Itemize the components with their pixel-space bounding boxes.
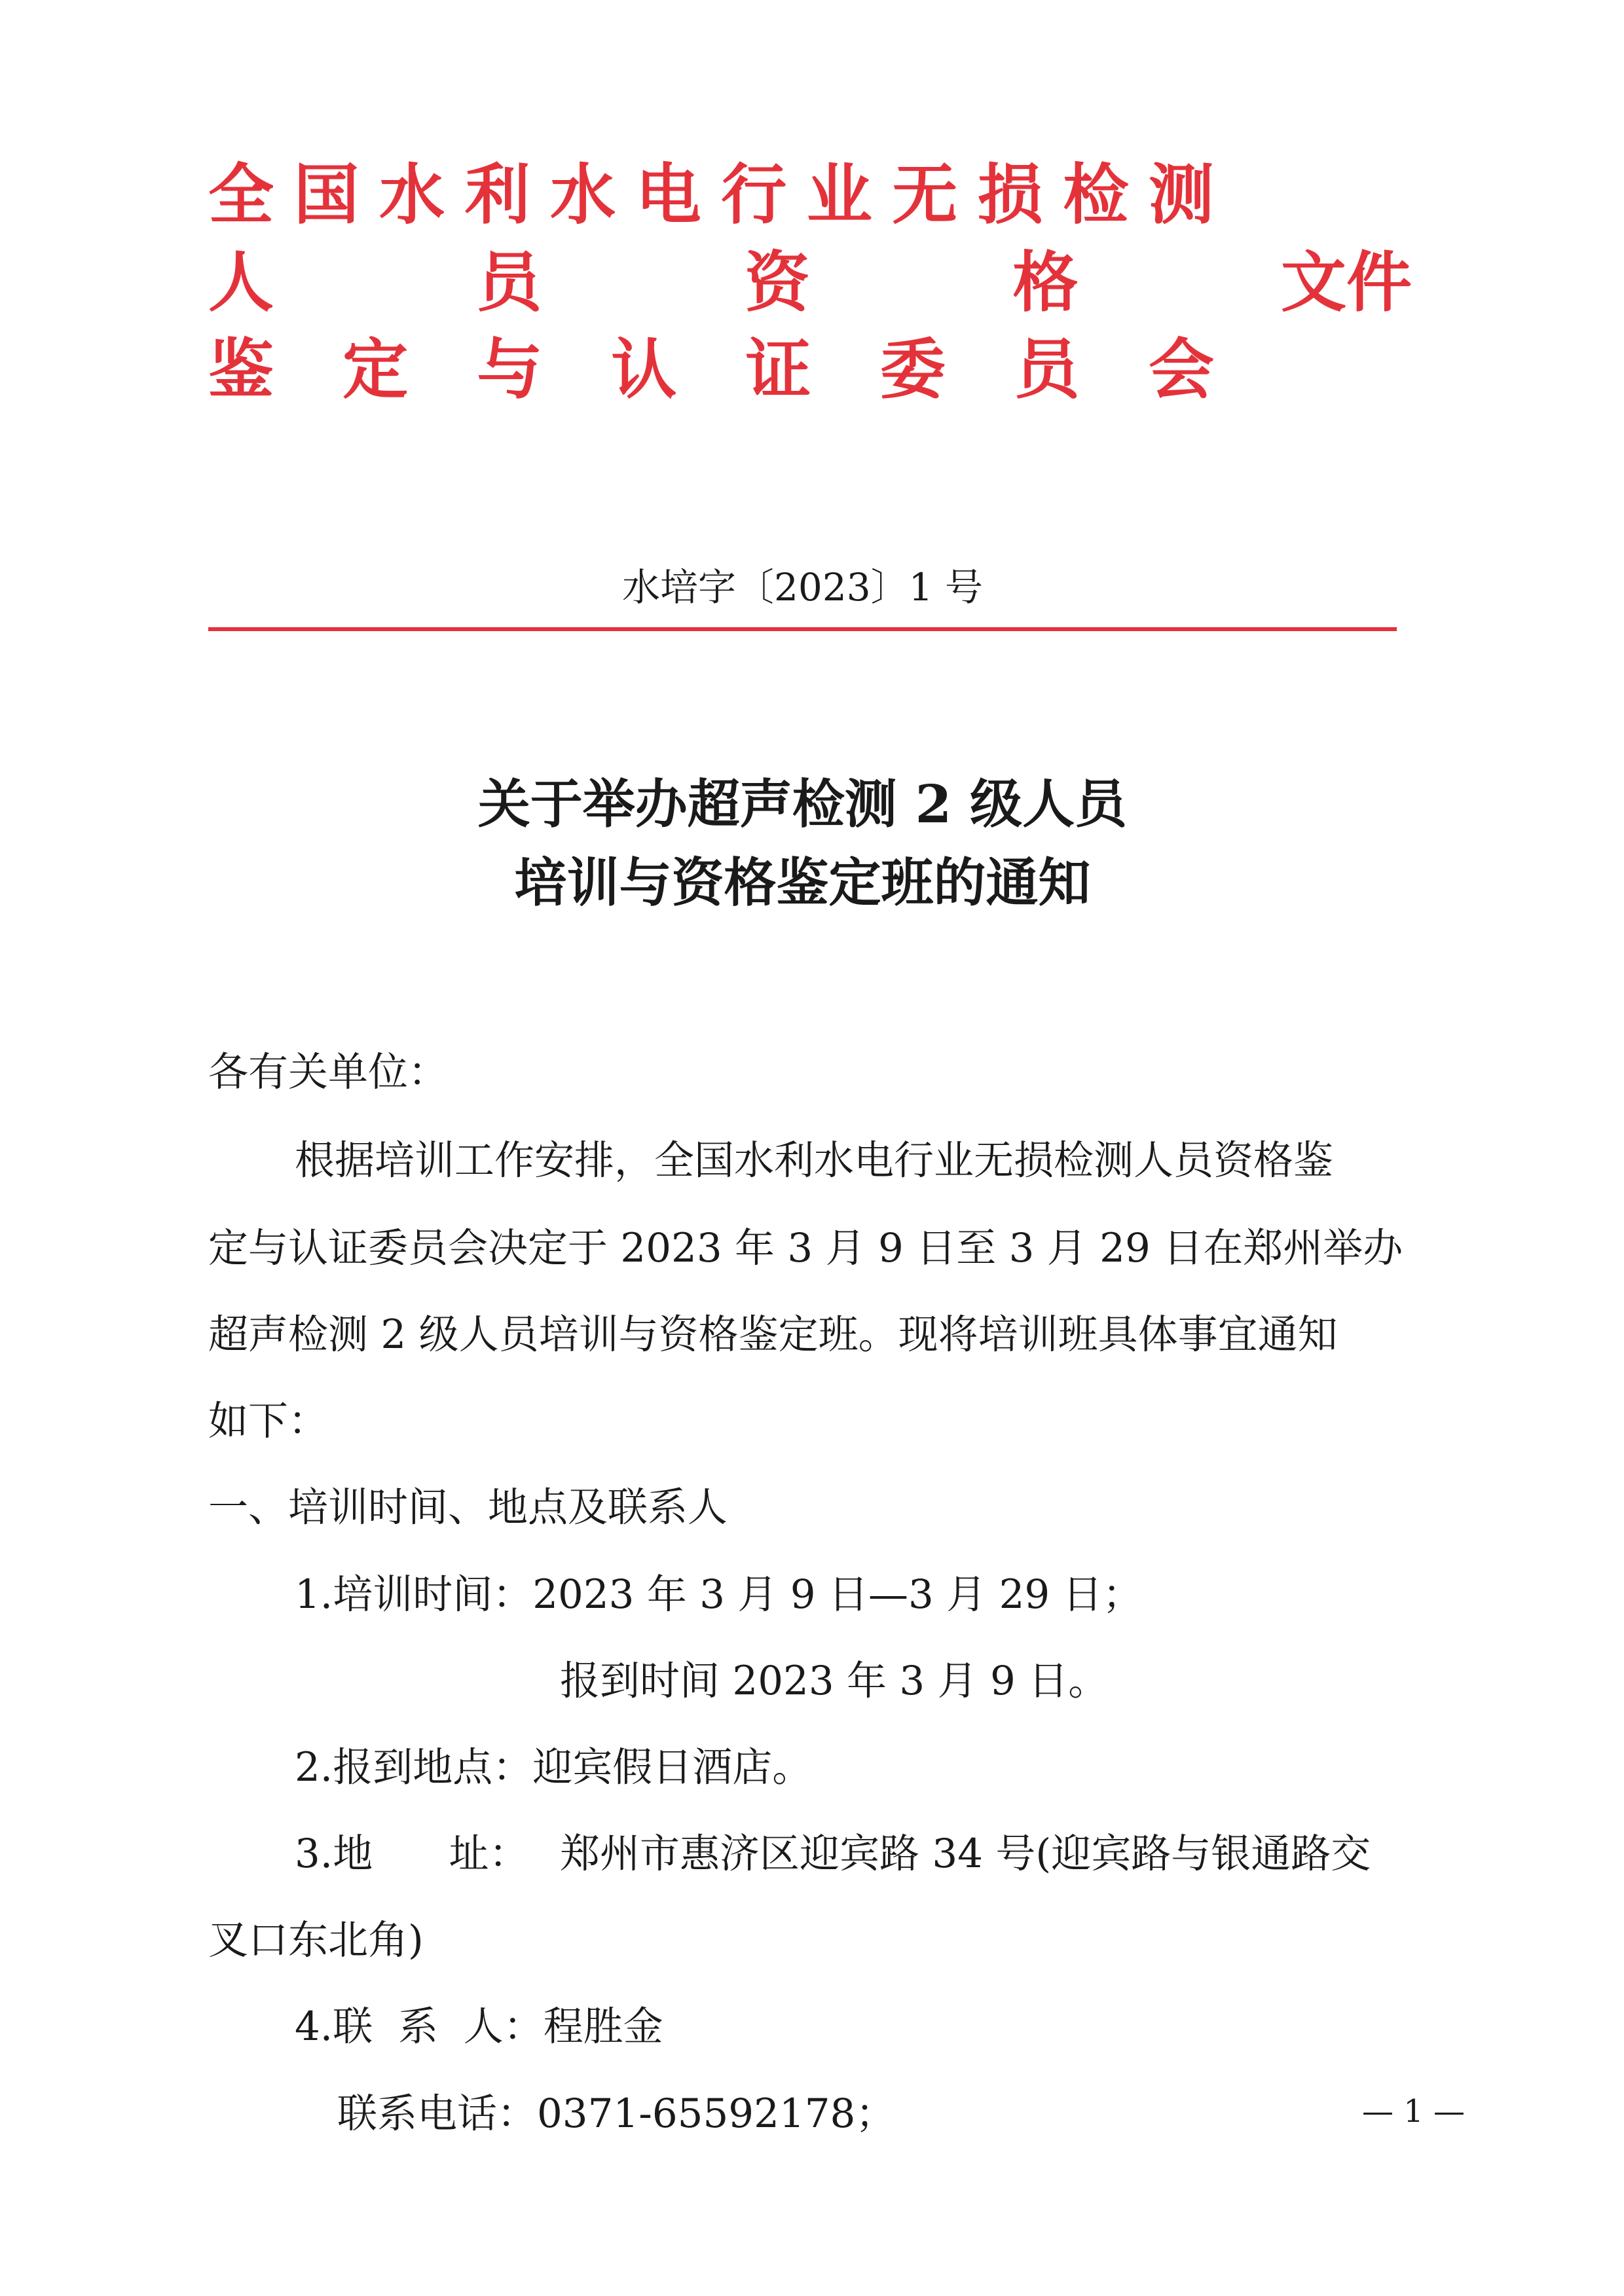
letterhead-char: 员 (476, 244, 542, 321)
section-heading: 一、培训时间、地点及联系人 (208, 1484, 728, 1531)
page-number: — 1 — (1362, 2093, 1466, 2130)
letterhead-char: 委 (879, 331, 946, 408)
intro-line-2: 定与认证委员会决定于 2023 年 3 月 9 日至 3 月 29 日在郑州举办 (208, 1225, 1403, 1271)
training-time-item: 1.培训时间：2023 年 3 月 9 日—3 月 29 日； (295, 1571, 1143, 1618)
letterhead-line-2 (208, 244, 1412, 322)
notice-title-line-2: 培训与资格鉴定班的通知 (514, 852, 1091, 913)
intro-line-4: 如下： (208, 1398, 329, 1444)
contact-phone: 联系电话：0371-65592178； (337, 2090, 896, 2137)
address-label: 3.地 址： (295, 1831, 529, 1877)
document-number: 水培字〔2023〕1 号 (622, 565, 983, 610)
letterhead-char: 定 (342, 331, 409, 408)
salutation: 各有关单位： (208, 1049, 449, 1095)
letterhead-char: 行 (721, 156, 787, 233)
letterhead-char: 文件 (1281, 244, 1412, 321)
letterhead-char: 会 (1148, 331, 1214, 408)
letterhead-char: 国 (293, 156, 360, 233)
letterhead-char: 水 (379, 156, 445, 233)
intro-line-1 (295, 1137, 1454, 1184)
letterhead-char: 资 (745, 244, 810, 321)
letterhead-char: 测 (1148, 156, 1214, 233)
letterhead-char: 人 (208, 244, 274, 321)
letterhead-line-3 (208, 331, 1214, 409)
letterhead-char: 与 (477, 331, 543, 408)
registration-time: 报到时间 2023 年 3 月 9 日。 (560, 1658, 1109, 1704)
letterhead-char: 认 (611, 331, 677, 408)
letterhead-char: 鉴 (208, 331, 274, 408)
registration-place-item: 2.报到地点：迎宾假日酒店。 (295, 1744, 813, 1791)
letterhead-char: 检 (1063, 156, 1129, 233)
letterhead-char: 电 (635, 156, 701, 233)
letterhead-char: 无 (892, 156, 958, 233)
contact-person-item: 4.联 系 人：程胜金 (295, 2003, 663, 2050)
letterhead-char: 证 (745, 331, 811, 408)
letterhead-char: 格 (1012, 244, 1079, 321)
letterhead-char: 全 (208, 156, 274, 233)
letterhead-char: 业 (806, 156, 872, 233)
intro-line-1-text: 根据培训工作安排，全国水利水电行业无损检测人员资格鉴 (295, 1137, 1334, 1184)
letterhead-char: 员 (1014, 331, 1080, 408)
address-continuation: 叉口东北角) (208, 1917, 424, 1963)
intro-line-3: 超声检测 2 级人员培训与资格鉴定班。现将培训班具体事宜通知 (208, 1311, 1338, 1358)
address-value: 郑州市惠济区迎宾路 34 号(迎宾路与银通路交 (560, 1831, 1371, 1877)
letterhead-line-1 (208, 156, 1214, 234)
letterhead-char: 利 (464, 156, 530, 233)
red-divider-line (208, 627, 1397, 631)
notice-title-line-1: 关于举办超声检测 2 级人员 (477, 773, 1128, 835)
letterhead-char: 水 (550, 156, 616, 233)
letterhead-char: 损 (977, 156, 1043, 233)
